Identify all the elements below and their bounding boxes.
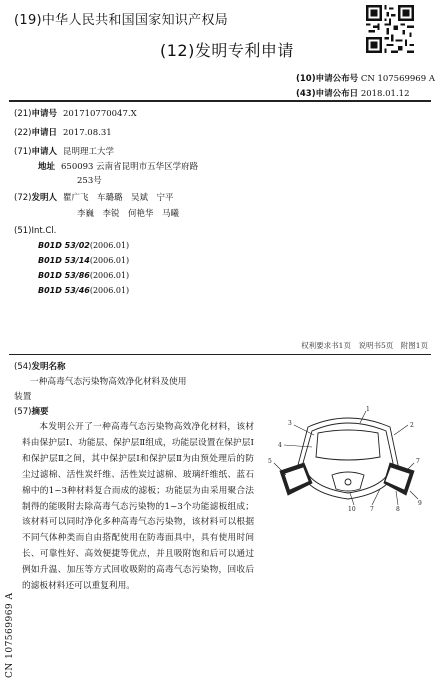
ipc-class: B01D 53/02(2006.01) [38,241,130,250]
figure-label: 10 [348,506,356,513]
figure-label: 2 [410,422,414,429]
application-number: (21)申请号 201710770047.X [14,109,137,119]
mask-inner-rim [303,423,393,493]
int-cl: (51)Int.Cl. [14,226,57,236]
document-type-title: (12)发明专利申请 [160,41,294,60]
qr-code [366,5,414,53]
figure-label: 3 [288,420,292,427]
figure-label: 8 [396,506,400,513]
section-divider [9,354,431,355]
figure-label: 7 [416,458,420,465]
figure-label: 7 [370,506,374,513]
inventors: (72)发明人 瞿广飞 车璐璐 吴斌 宁平 [14,193,174,203]
figure-label: 5 [268,458,272,465]
publication-date: (43)申请公布日 2018.01.12 [296,89,410,99]
gas-mask-figure [268,405,426,515]
applicant-address: 地址 650093 云南省昆明市五华区学府路 [38,162,199,172]
abstract-text: 本发明公开了一种高毒气态污染物高效净化材料，该材料由保护层Ⅰ、功能层、保护层Ⅱ组成，功能层设置在保护层Ⅰ和保护层Ⅱ之间，其中保护层Ⅰ和保护层Ⅱ为由预处理后的防尘过滤棉、活性炭纤维、活性炭过滤棉、玻璃纤维纸、蓝石棉中的1~3种材料复合而成的滤板；功能层为由采用聚合法制得的能吸附去除高毒气态污染物的1~3个功能滤板组成；该材料可以同时净化多种高毒气态污染物，该材料可以根据不同气体种类而自由搭配使用在防毒面具中，具有使用时间长、可靠性好、高效便捷等优点，并且吸附饱和后可以通过例如升温、加压等方式回收吸附的高毒气态污染物，回收后的滤板材料还可以重复利用。 [22,422,254,592]
mask-valve [332,472,364,491]
figure-label: 9 [418,500,422,507]
figure-label: 1 [366,406,370,413]
mask-visor [316,430,380,460]
ipc-class: B01D 53/86(2006.01) [38,271,130,280]
ipc-class: B01D 53/14(2006.01) [38,256,130,265]
inventors-line2: 李巍 李锐 何艳华 马曦 [77,209,180,219]
office-header: (19)中华人民共和国国家知识产权局 [14,13,229,28]
header-divider [9,100,431,102]
invention-title: 一种高毒气态污染物高效净化材料及使用 [30,377,187,387]
figure-label: 4 [278,442,282,449]
invention-title-line2: 装置 [14,392,32,402]
page-counts: 权利要求书1页 说明书5页 附图1页 [301,341,428,350]
abstract-label: (57)摘要 [14,407,49,417]
publication-number: (10)申请公布号 CN 107569969 A [296,74,435,84]
application-date: (22)申请日 2017.08.31 [14,128,112,138]
mask-valve-center [345,479,351,485]
side-publication-number: CN 107569969 A [5,592,15,678]
invention-title-label: (54)发明名称 [14,362,66,372]
applicant-address-line2: 253号 [77,176,102,186]
applicant: (71)申请人 昆明理工大学 [14,147,114,157]
ipc-class: B01D 53/46(2006.01) [38,286,130,295]
